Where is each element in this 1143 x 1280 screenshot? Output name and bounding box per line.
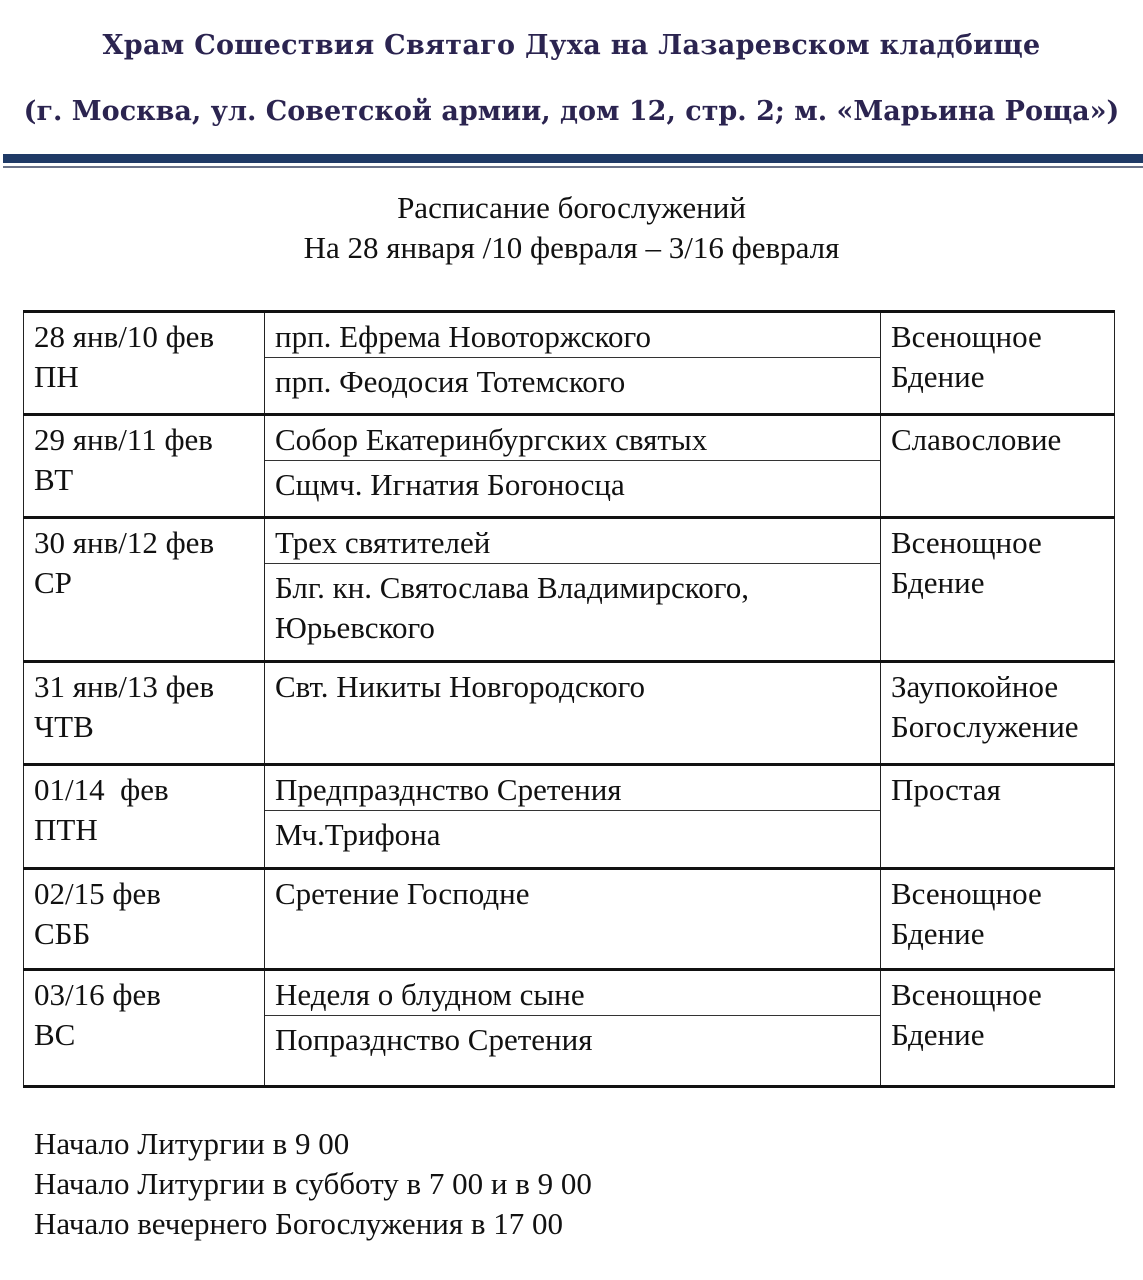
service-type-cell xyxy=(881,518,1115,662)
service-type-cell xyxy=(881,970,1115,1087)
commemoration: Блг. кн. Святослава Владимирского, Юрьевского xyxy=(275,570,749,645)
service-type: Заупокойное Богослужение xyxy=(891,669,1079,744)
date: 01/14 фев xyxy=(34,772,169,807)
service-type-cell xyxy=(881,869,1115,970)
service-type-cell xyxy=(881,765,1115,869)
date: 03/16 фев xyxy=(34,977,161,1012)
commemoration-cell xyxy=(265,518,881,662)
weekday: ВТ xyxy=(34,462,74,497)
date: 02/15 фев xyxy=(34,876,161,911)
commemoration: Сретение Господне xyxy=(275,876,530,911)
table-row xyxy=(24,765,1115,869)
date-cell xyxy=(24,869,265,970)
note-evening-service-time: Начало вечернего Богослужения в 17 00 xyxy=(34,1206,564,1241)
service-type-cell xyxy=(881,312,1115,415)
table-row xyxy=(24,662,1115,765)
date: 28 янв/10 фев xyxy=(34,319,215,354)
weekday: СР xyxy=(34,565,72,600)
date-cell xyxy=(24,415,265,518)
date: 31 янв/13 фев xyxy=(34,669,215,704)
table-row xyxy=(24,970,1115,1087)
service-type: Всенощное Бдение xyxy=(891,319,1042,394)
table-row xyxy=(24,869,1115,970)
header-divider-thick xyxy=(3,154,1143,163)
commemoration: Мч.Трифона xyxy=(275,817,441,852)
commemoration-cell xyxy=(265,312,881,415)
service-type-cell xyxy=(881,662,1115,765)
service-times-notes xyxy=(34,1124,592,1244)
weekday: ПН xyxy=(34,359,79,394)
commemoration-cell xyxy=(265,415,881,518)
commemoration-cell xyxy=(265,765,881,869)
commemoration: Попразднство Сретения xyxy=(275,1022,593,1057)
commemoration: Неделя о блудном сыне xyxy=(265,971,880,1016)
service-type: Всенощное Бдение xyxy=(891,876,1042,951)
table-row xyxy=(24,415,1115,518)
commemoration: Сщмч. Игнатия Богоносца xyxy=(275,467,625,502)
date-cell xyxy=(24,312,265,415)
date-cell xyxy=(24,518,265,662)
commemoration: прп. Ефрема Новоторжского xyxy=(265,313,880,358)
schedule-title: Расписание богослужений xyxy=(397,190,746,225)
table-row xyxy=(24,312,1115,415)
date: 29 янв/11 фев xyxy=(34,422,213,457)
schedule-table xyxy=(23,310,1115,1088)
service-type-cell xyxy=(881,415,1115,518)
commemoration: Предпразднство Сретения xyxy=(265,766,880,811)
service-type: Простая xyxy=(891,772,1001,807)
note-liturgy-time: Начало Литургии в 9 00 xyxy=(34,1126,350,1161)
date-cell xyxy=(24,765,265,869)
weekday: ВС xyxy=(34,1017,76,1052)
weekday: ПТН xyxy=(34,812,98,847)
commemoration-cell xyxy=(265,869,881,970)
church-address: (г. Москва, ул. Советской армии, дом 12, стр. 2; м. «Марьина Роща») xyxy=(23,96,1120,127)
commemoration: прп. Феодосия Тотемского xyxy=(275,364,626,399)
service-type: Всенощное Бдение xyxy=(891,977,1042,1052)
commemoration-cell xyxy=(265,662,881,765)
commemoration: Трех святителей xyxy=(265,519,880,564)
service-type: Славословие xyxy=(891,422,1062,457)
date-cell xyxy=(24,970,265,1087)
commemoration: Свт. Никиты Новгородского xyxy=(275,669,646,704)
schedule-date-range: На 28 января /10 февраля – 3/16 февраля xyxy=(303,230,840,265)
service-type: Всенощное Бдение xyxy=(891,525,1042,600)
note-saturday-liturgy-time: Начало Литургии в субботу в 7 00 и в 9 00 xyxy=(34,1166,592,1201)
weekday: ЧТВ xyxy=(34,709,94,744)
commemoration-cell xyxy=(265,970,881,1087)
date-cell xyxy=(24,662,265,765)
weekday: СББ xyxy=(34,916,91,951)
commemoration: Собор Екатеринбургских святых xyxy=(265,416,880,461)
church-name: Храм Сошествия Святаго Духа на Лазаревском кладбище xyxy=(102,30,1041,61)
table-row xyxy=(24,518,1115,662)
date: 30 янв/12 фев xyxy=(34,525,215,560)
header-divider-thin xyxy=(3,166,1143,168)
